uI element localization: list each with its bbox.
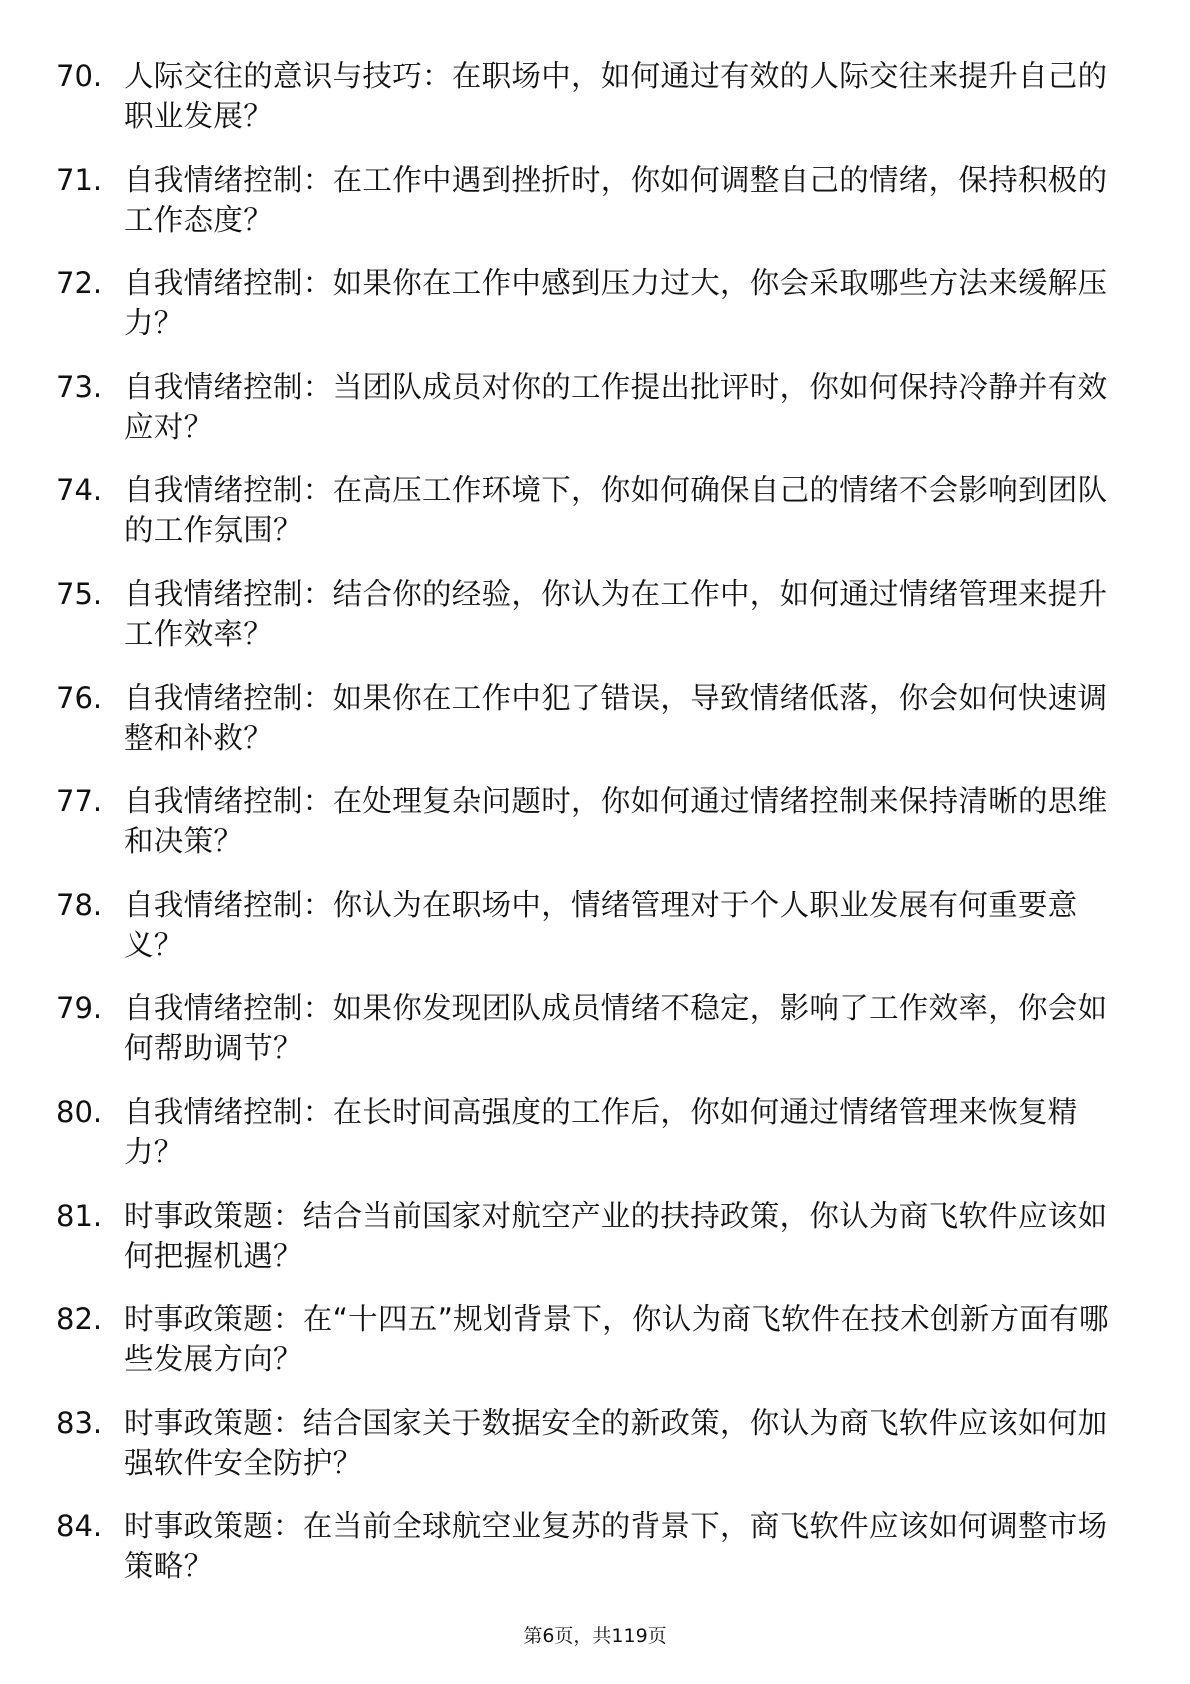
question-text: 自我情绪控制：如果你发现团队成员情绪不稳定，影响了工作效率，你会如何帮助调节？: [124, 991, 1108, 1066]
question-number: 73.: [56, 369, 103, 404]
list-item: [56, 885, 1126, 965]
question-number: 77.: [56, 784, 103, 819]
question-text: 自我情绪控制：你认为在职场中，情绪管理对于个人职业发展有何重要意义？: [124, 887, 1078, 962]
list-item: [56, 160, 1126, 240]
list-item: [56, 988, 1126, 1068]
list-item: [56, 367, 1126, 447]
question-text: 自我情绪控制：在长时间高强度的工作后，你如何通过情绪管理来恢复精力？: [124, 1094, 1078, 1169]
list-item: [56, 470, 1126, 550]
question-number: 82.: [56, 1302, 103, 1337]
list-item: [56, 1403, 1126, 1483]
question-text: 自我情绪控制：在工作中遇到挫折时，你如何调整自己的情绪，保持积极的工作态度？: [124, 162, 1108, 237]
question-number: 80.: [56, 1094, 103, 1129]
list-item: [56, 781, 1126, 861]
question-text: 自我情绪控制：如果你在工作中犯了错误，导致情绪低落，你会如何快速调整和补救？: [124, 680, 1108, 755]
list-item: [56, 1092, 1126, 1172]
question-number: 70.: [56, 59, 103, 93]
page-footer: 第6页，共119页: [523, 1625, 667, 1647]
question-number: 75.: [56, 576, 103, 611]
question-text: 时事政策题：结合国家关于数据安全的新政策，你认为商飞软件应该如何加强软件安全防护？: [124, 1405, 1108, 1480]
list-item: [56, 574, 1126, 654]
question-text: 时事政策题：在当前全球航空业复苏的背景下，商飞软件应该如何调整市场策略？: [124, 1509, 1108, 1584]
list-item: [56, 1506, 1126, 1586]
question-number: 84.: [56, 1509, 103, 1544]
question-text: 时事政策题：结合当前国家对航空产业的扶持政策，你认为商飞软件应该如何把握机遇？: [124, 1198, 1108, 1273]
question-text: 时事政策题：在“十四五”规划背景下，你认为商飞软件在技术创新方面有哪些发展方向？: [124, 1302, 1109, 1377]
list-item: [56, 56, 1126, 136]
question-number: 81.: [56, 1198, 103, 1233]
question-text: 自我情绪控制：当团队成员对你的工作提出批评时，你如何保持冷静并有效应对？: [124, 369, 1108, 444]
question-number: 79.: [56, 991, 103, 1026]
question-text: 自我情绪控制：在高压工作环境下，你如何确保自己的情绪不会影响到团队的工作氛围？: [124, 473, 1108, 548]
question-list: [56, 56, 1126, 1610]
question-number: 71.: [56, 162, 103, 197]
question-text: 自我情绪控制：在处理复杂问题时，你如何通过情绪控制来保持清晰的思维和决策？: [124, 784, 1108, 859]
question-text: 人际交往的意识与技巧：在职场中，如何通过有效的人际交往来提升自己的职业发展？: [124, 59, 1108, 133]
question-number: 74.: [56, 473, 103, 508]
list-item: [56, 1196, 1126, 1276]
list-item: [56, 678, 1126, 758]
question-number: 83.: [56, 1405, 103, 1440]
question-number: 72.: [56, 266, 103, 301]
list-item: [56, 263, 1126, 343]
question-text: 自我情绪控制：结合你的经验，你认为在工作中，如何通过情绪管理来提升工作效率？: [124, 576, 1108, 651]
list-item: [56, 1299, 1126, 1379]
question-text: 自我情绪控制：如果你在工作中感到压力过大，你会采取哪些方法来缓解压力？: [124, 266, 1108, 341]
question-number: 78.: [56, 887, 103, 922]
question-number: 76.: [56, 680, 103, 715]
